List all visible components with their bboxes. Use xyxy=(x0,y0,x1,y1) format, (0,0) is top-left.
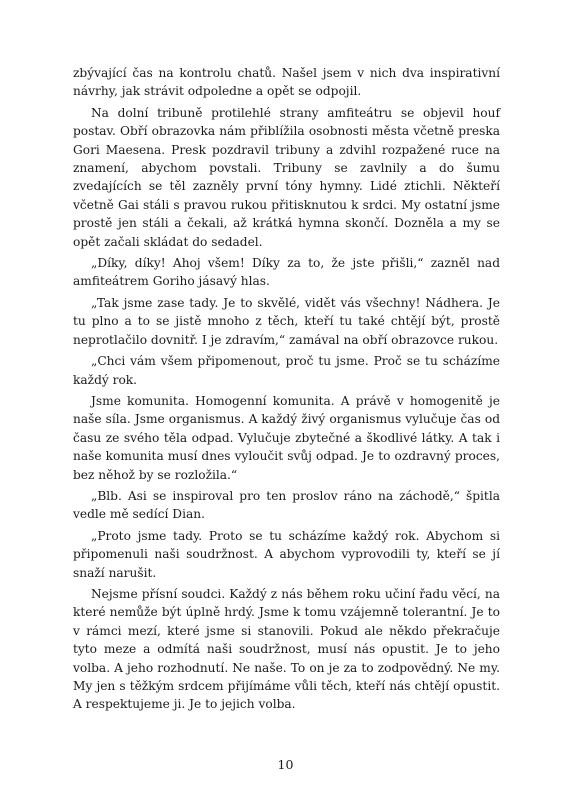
body-text xyxy=(73,64,500,717)
paragraph: Jsme komunita. Homogenní komunita. A právě v homogenitě je naše síla. Jsme organismus. A každý živý organismus vylučuje čas od času ze svého těla odpad. Vylučuje zbytečné a škodlivé látky. A tak i naše komunita musí dnes vyloučit svůj odpad. Je to ozdravný proces, bez něhož by se rozložila.“ xyxy=(73,393,500,482)
paragraph: „Chci vám všem připomenout, proč tu jsme. Proč se tu scházíme každý rok. xyxy=(73,354,500,387)
page-number: 10 xyxy=(277,757,294,772)
paragraph: „Blb. Asi se inspiroval pro ten proslov ráno na záchodě,“ špitla vedle mě sedící Dian. xyxy=(73,488,500,522)
paragraph: Na dolní tribuně protilehlé strany amfiteátru se objevil houf postav. Obří obrazovka nám přiblížila osobnosti města včetně preska Gori Maesena. Presk pozdravil tribuny a zdvihl rozpažené ruce na znamení, abychom povstali. Tribuny se zavlnily a do šumu zvedajících se těl zazněly první tóny hymny. Lidé ztichli. Někteří včetně Gai stáli s pravou rukou přitisknutou k srdci. My ostatní jsme prostě jen stáli a čekali, až krátká hymna skončí. Dozněla a my se opět začali skládat do sedadel. xyxy=(73,105,500,249)
paragraph: „Díky, díky! Ahoj všem! Díky za to, že jste přišli,“ zazněl nad amfiteátrem Goriho jásavý hlas. xyxy=(73,256,500,289)
paragraph: „Proto jsme tady. Proto se tu scházíme každý rok. Abychom si připomenuli naši soudržnost. A abychom vyprovodili ty, kteří se jí snaží narušit. xyxy=(73,528,500,580)
paragraph-continuation: zbývající čas na kontrolu chatů. Našel jsem v nich dva inspirativní návrhy, jak strávit odpoledne a opět se odpojil. xyxy=(73,66,500,99)
paragraph: Nejsme přísní soudci. Každý z nás během roku učiní řadu věcí, na které nemůže být úplně hrdý. Jsme k tomu vzájemně tolerantní. Je to v rámci mezí, které jsme si stanovili. Pokud ale někdo překračuje tyto meze a odmítá naši soudržnost, musí nás opustit. Je to jeho volba. A jeho rozhodnutí. Ne naše. To on je za to zodpovědný. Ne my. My jen s těžkým srdcem přijímáme vůli těch, kteří nás chtějí opustit. A respektujeme ji. Je to jejich volba. xyxy=(73,586,500,712)
paragraph: „Tak jsme zase tady. Je to skvělé, vidět vás všechny! Nádhera. Je tu plno a to se jistě mnoho z těch, kteří tu také chtějí být, prostě neprotlačilo dovnitř. I je zdravím,“ zamával na obří obrazovce rukou. xyxy=(73,295,500,347)
